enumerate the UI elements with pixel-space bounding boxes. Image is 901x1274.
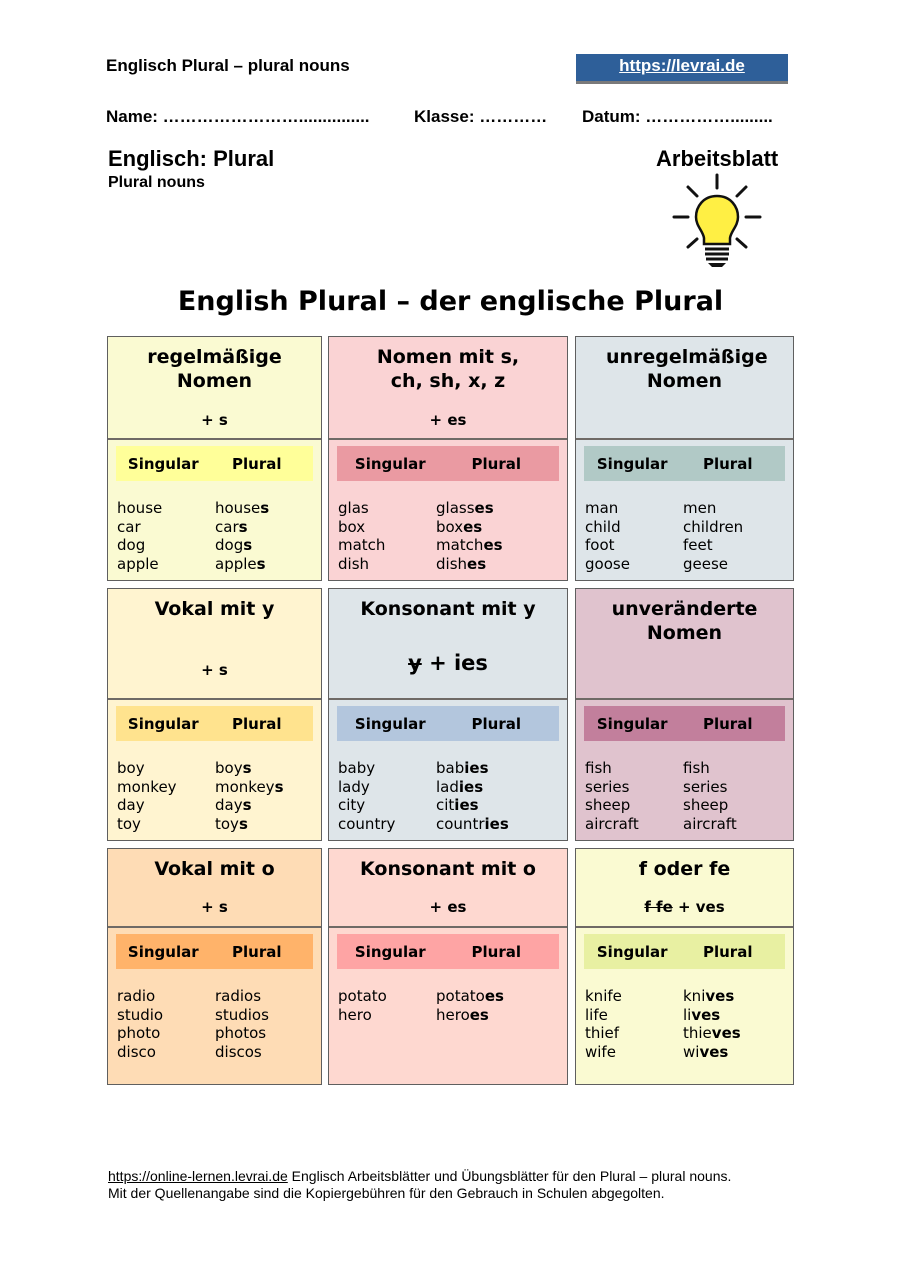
plural-word bbox=[683, 778, 787, 797]
plural-stem: men bbox=[683, 499, 717, 517]
rule-card-header bbox=[108, 589, 321, 700]
rule-suffix: + ies bbox=[421, 651, 488, 675]
plural-word bbox=[683, 518, 787, 537]
singular-header: Singular bbox=[596, 714, 668, 733]
main-title: English Plural – der englische Plural bbox=[177, 286, 724, 317]
plural-suffix: ves bbox=[691, 1005, 721, 1024]
word-pair bbox=[585, 518, 787, 537]
plural-suffix: ies bbox=[458, 777, 484, 796]
plural-stem: box bbox=[436, 517, 464, 536]
plural-word bbox=[215, 815, 315, 834]
word-list bbox=[338, 759, 561, 833]
plural-word bbox=[215, 499, 315, 518]
plural-word bbox=[683, 759, 787, 778]
plural-word bbox=[215, 778, 315, 797]
rule-card-heading: Konsonant mit o bbox=[360, 858, 536, 880]
plural-suffix: s bbox=[242, 796, 252, 814]
plural-word bbox=[436, 1006, 561, 1025]
word-pair bbox=[117, 555, 315, 574]
plural-word bbox=[436, 796, 561, 815]
plural-stem: fish bbox=[683, 759, 710, 777]
singular-header: Singular bbox=[354, 942, 426, 961]
word-pair bbox=[585, 796, 787, 815]
rule-card-heading: Nomen mit s, ch, sh, x, z bbox=[376, 346, 520, 392]
word-pair bbox=[338, 518, 561, 537]
word-list bbox=[117, 499, 315, 573]
footer-text-2: Mit der Quellenangabe sind die Kopiergebühren für den Gebrauch in Schulen abgegolten. bbox=[108, 1185, 665, 1201]
singular-header: Singular bbox=[127, 714, 199, 733]
struck-letters: y bbox=[408, 651, 422, 675]
rule-card-header bbox=[576, 589, 793, 700]
column-header-bar bbox=[584, 706, 785, 741]
plural-word bbox=[436, 987, 561, 1006]
plural-word bbox=[436, 759, 561, 778]
plural-suffix: es bbox=[469, 1005, 489, 1024]
plural-stem: house bbox=[215, 499, 261, 517]
singular-word: baby bbox=[338, 759, 376, 777]
singular-word: photo bbox=[117, 1024, 161, 1042]
singular-word: disco bbox=[117, 1042, 156, 1061]
rule-card bbox=[328, 848, 568, 1085]
rule-suffix: + es bbox=[429, 898, 467, 916]
word-list bbox=[585, 759, 787, 833]
word-pair bbox=[338, 536, 561, 555]
singular-header: Singular bbox=[596, 454, 668, 473]
singular-word: radio bbox=[117, 987, 156, 1005]
rule-card-header bbox=[576, 849, 793, 928]
plural-stem: discos bbox=[215, 1042, 262, 1061]
singular-word: aircraft bbox=[585, 814, 639, 833]
word-list bbox=[338, 499, 561, 573]
word-pair bbox=[117, 815, 315, 834]
plural-stem: monkey bbox=[215, 777, 275, 796]
singular-header: Singular bbox=[354, 714, 426, 733]
singular-word: car bbox=[117, 517, 141, 536]
word-pair bbox=[338, 1006, 561, 1025]
struck-letters: f fe bbox=[644, 898, 673, 916]
word-pair bbox=[117, 987, 315, 1006]
word-list bbox=[585, 987, 787, 1061]
plural-suffix: es bbox=[467, 554, 487, 573]
singular-word: match bbox=[338, 536, 386, 554]
singular-word: house bbox=[117, 499, 163, 517]
plural-stem: wi bbox=[683, 1042, 700, 1061]
rule-card bbox=[575, 848, 794, 1085]
worksheet-label: Arbeitsblatt bbox=[656, 146, 779, 171]
plural-header: Plural bbox=[471, 942, 521, 961]
singular-word: country bbox=[338, 814, 396, 833]
plural-suffix: s bbox=[274, 777, 284, 796]
plural-header: Plural bbox=[471, 454, 521, 473]
rule-card bbox=[107, 848, 322, 1085]
plural-header: Plural bbox=[702, 942, 753, 961]
rule-card-header bbox=[329, 589, 567, 700]
plural-suffix: s bbox=[256, 554, 266, 573]
word-pair bbox=[117, 1043, 315, 1062]
plural-stem: potato bbox=[436, 987, 485, 1005]
word-pair bbox=[117, 1006, 315, 1025]
rule-card-header bbox=[329, 849, 567, 928]
plural-word bbox=[215, 1043, 315, 1062]
rule-card bbox=[328, 588, 568, 841]
plural-suffix: es bbox=[474, 499, 494, 517]
plural-header: Plural bbox=[232, 714, 282, 733]
word-list bbox=[117, 987, 315, 1061]
plural-header: Plural bbox=[232, 454, 282, 473]
plural-stem: countr bbox=[436, 814, 485, 833]
rule-card-heading: Konsonant mit y bbox=[360, 598, 536, 620]
singular-word: day bbox=[117, 796, 145, 814]
plural-stem: children bbox=[683, 517, 744, 536]
plural-stem: dish bbox=[436, 554, 468, 573]
plural-suffix: s bbox=[242, 759, 252, 777]
singular-word: goose bbox=[585, 554, 630, 573]
plural-word bbox=[683, 536, 787, 555]
singular-header: Singular bbox=[354, 454, 426, 473]
rule-card bbox=[575, 588, 794, 841]
plural-stem: day bbox=[215, 796, 243, 814]
plural-stem: thie bbox=[683, 1024, 712, 1042]
singular-word: glas bbox=[338, 499, 369, 517]
rule-card-header bbox=[576, 337, 793, 440]
word-pair bbox=[585, 759, 787, 778]
singular-word: thief bbox=[585, 1024, 620, 1042]
column-header-bar bbox=[584, 934, 785, 969]
word-pair bbox=[117, 518, 315, 537]
footer-text-1: Englisch Arbeitsblätter und Übungsblätter für den Plural – plural nouns. bbox=[287, 1168, 732, 1184]
plural-suffix: ies bbox=[484, 814, 509, 833]
plural-word bbox=[436, 536, 561, 555]
singular-word: foot bbox=[585, 536, 615, 554]
singular-word: dish bbox=[338, 554, 370, 573]
plural-word bbox=[683, 1043, 787, 1062]
word-pair bbox=[585, 815, 787, 834]
plural-stem: aircraft bbox=[683, 814, 737, 833]
rule-suffix: + s bbox=[201, 411, 228, 429]
word-pair bbox=[585, 778, 787, 797]
singular-word: studio bbox=[117, 1005, 164, 1024]
word-pair bbox=[585, 987, 787, 1006]
column-header-bar bbox=[337, 934, 559, 969]
plural-word bbox=[683, 1006, 787, 1025]
singular-word: wife bbox=[585, 1042, 616, 1061]
rule-card bbox=[575, 336, 794, 581]
site-link[interactable]: https://levrai.de bbox=[619, 56, 745, 75]
plural-header: Plural bbox=[471, 714, 521, 733]
footer-link[interactable]: https://online-lernen.levrai.de bbox=[108, 1168, 288, 1184]
plural-word bbox=[436, 815, 561, 834]
plural-stem: glass bbox=[436, 499, 475, 517]
rule-card-rule bbox=[329, 898, 567, 916]
word-list bbox=[338, 987, 561, 1024]
word-pair bbox=[338, 987, 561, 1006]
subject-title: Englisch: Plural bbox=[108, 146, 275, 171]
worksheet-header-title: Englisch Plural – plural nouns bbox=[106, 56, 350, 75]
singular-word: dog bbox=[117, 536, 146, 554]
plural-stem: dog bbox=[215, 536, 244, 554]
column-header-bar bbox=[116, 706, 313, 741]
plural-word bbox=[683, 1024, 787, 1043]
plural-word bbox=[215, 987, 315, 1006]
footer bbox=[108, 1168, 731, 1202]
word-pair bbox=[117, 1024, 315, 1043]
plural-stem: lad bbox=[436, 777, 459, 796]
word-pair bbox=[117, 778, 315, 797]
word-pair bbox=[338, 815, 561, 834]
plural-suffix: s bbox=[260, 499, 270, 517]
singular-header: Singular bbox=[127, 454, 199, 473]
plural-stem: li bbox=[683, 1005, 692, 1024]
plural-suffix: es bbox=[483, 536, 503, 554]
plural-suffix: ves bbox=[711, 1024, 741, 1042]
singular-word: series bbox=[585, 777, 630, 796]
rule-card-rule bbox=[108, 898, 321, 916]
plural-stem: car bbox=[215, 517, 239, 536]
column-header-bar bbox=[116, 934, 313, 969]
plural-header: Plural bbox=[702, 454, 753, 473]
plural-stem: feet bbox=[683, 536, 713, 554]
singular-word: man bbox=[585, 499, 619, 517]
plural-stem: studios bbox=[215, 1005, 269, 1024]
plural-word bbox=[683, 796, 787, 815]
singular-word: apple bbox=[117, 554, 159, 573]
rule-card-heading: Vokal mit y bbox=[154, 598, 275, 620]
plural-word bbox=[215, 759, 315, 778]
word-pair bbox=[585, 1043, 787, 1062]
singular-header: Singular bbox=[127, 942, 199, 961]
singular-word: box bbox=[338, 517, 366, 536]
plural-word bbox=[436, 518, 561, 537]
plural-suffix: s bbox=[238, 814, 248, 833]
singular-word: potato bbox=[338, 987, 387, 1005]
plural-word bbox=[683, 815, 787, 834]
singular-word: toy bbox=[117, 814, 141, 833]
rule-card-heading: Vokal mit o bbox=[154, 858, 275, 880]
plural-word bbox=[683, 987, 787, 1006]
word-pair bbox=[117, 499, 315, 518]
plural-suffix: ves bbox=[699, 1042, 729, 1061]
plural-stem: hero bbox=[436, 1005, 470, 1024]
plural-header: Plural bbox=[702, 714, 753, 733]
word-pair bbox=[338, 499, 561, 518]
column-header-bar bbox=[337, 706, 559, 741]
plural-suffix: ies bbox=[464, 759, 489, 777]
plural-word bbox=[436, 555, 561, 574]
rule-suffix: + es bbox=[429, 411, 467, 429]
plural-stem: photos bbox=[215, 1024, 267, 1042]
rule-card-rule bbox=[576, 898, 793, 916]
word-pair bbox=[585, 499, 787, 518]
word-pair bbox=[585, 1006, 787, 1025]
plural-word bbox=[215, 518, 315, 537]
rule-card-heading: f oder fe bbox=[638, 858, 731, 880]
plural-stem: cit bbox=[436, 796, 455, 814]
plural-word bbox=[215, 796, 315, 815]
name-field: Name: ……………………............... bbox=[106, 107, 370, 126]
word-list bbox=[117, 759, 315, 833]
rule-card-heading: unregelmäßige Nomen bbox=[606, 346, 768, 392]
plural-stem: bab bbox=[436, 759, 465, 777]
plural-suffix: s bbox=[243, 536, 253, 554]
word-pair bbox=[117, 759, 315, 778]
singular-word: sheep bbox=[585, 796, 631, 814]
rule-card bbox=[107, 336, 322, 581]
rule-card bbox=[328, 336, 568, 581]
rule-card-rule bbox=[108, 411, 321, 429]
rule-card-rule bbox=[329, 651, 567, 675]
plural-stem: match bbox=[436, 536, 484, 554]
plural-suffix: s bbox=[238, 517, 248, 536]
singular-word: boy bbox=[117, 759, 145, 777]
plural-word bbox=[436, 778, 561, 797]
singular-word: child bbox=[585, 517, 621, 536]
singular-header: Singular bbox=[596, 942, 668, 961]
singular-word: hero bbox=[338, 1005, 372, 1024]
rule-suffix: + s bbox=[201, 898, 228, 916]
plural-header: Plural bbox=[232, 942, 282, 961]
word-pair bbox=[585, 536, 787, 555]
rule-card-header bbox=[108, 337, 321, 440]
word-pair bbox=[338, 796, 561, 815]
datum-field: Datum: ……………......... bbox=[582, 107, 773, 126]
rule-card-rule bbox=[329, 411, 567, 429]
word-pair bbox=[338, 759, 561, 778]
plural-stem: boy bbox=[215, 759, 243, 777]
plural-suffix: ies bbox=[454, 796, 479, 814]
klasse-field: Klasse: ………… bbox=[414, 107, 548, 126]
singular-word: city bbox=[338, 796, 366, 814]
plural-word bbox=[215, 555, 315, 574]
plural-word bbox=[683, 499, 787, 518]
singular-word: lady bbox=[338, 777, 370, 796]
singular-word: monkey bbox=[117, 777, 177, 796]
plural-word bbox=[215, 1024, 315, 1043]
word-pair bbox=[117, 536, 315, 555]
plural-stem: kni bbox=[683, 987, 706, 1005]
rule-suffix: + s bbox=[201, 661, 228, 679]
word-pair bbox=[585, 555, 787, 574]
plural-stem: toy bbox=[215, 814, 239, 833]
plural-stem: series bbox=[683, 777, 728, 796]
plural-stem: sheep bbox=[683, 796, 729, 814]
singular-word: knife bbox=[585, 987, 622, 1005]
word-pair bbox=[338, 778, 561, 797]
plural-word bbox=[215, 536, 315, 555]
plural-word bbox=[436, 499, 561, 518]
rule-card-rule bbox=[108, 661, 321, 679]
plural-word bbox=[215, 1006, 315, 1025]
word-pair bbox=[338, 555, 561, 574]
rule-suffix: + ves bbox=[672, 898, 725, 916]
subtopic-title: Plural nouns bbox=[108, 174, 205, 191]
singular-word: life bbox=[585, 1005, 608, 1024]
site-link-box[interactable] bbox=[576, 54, 788, 84]
word-pair bbox=[585, 1024, 787, 1043]
singular-word: fish bbox=[585, 759, 612, 777]
rule-card-header bbox=[329, 337, 567, 440]
word-list bbox=[585, 499, 787, 573]
lightbulb-icon bbox=[670, 172, 764, 272]
plural-word bbox=[683, 555, 787, 574]
rule-card-heading: regelmäßige Nomen bbox=[147, 346, 282, 392]
plural-stem: geese bbox=[683, 554, 729, 573]
plural-suffix: es bbox=[484, 987, 504, 1005]
rule-card-header bbox=[108, 849, 321, 928]
plural-suffix: es bbox=[463, 517, 483, 536]
plural-stem: radios bbox=[215, 987, 262, 1005]
column-header-bar bbox=[116, 446, 313, 481]
plural-stem: apple bbox=[215, 554, 257, 573]
column-header-bar bbox=[337, 446, 559, 481]
plural-suffix: ves bbox=[705, 987, 735, 1005]
rule-card-heading: unveränderte Nomen bbox=[611, 598, 758, 644]
column-header-bar bbox=[584, 446, 785, 481]
word-pair bbox=[117, 796, 315, 815]
rule-card bbox=[107, 588, 322, 841]
